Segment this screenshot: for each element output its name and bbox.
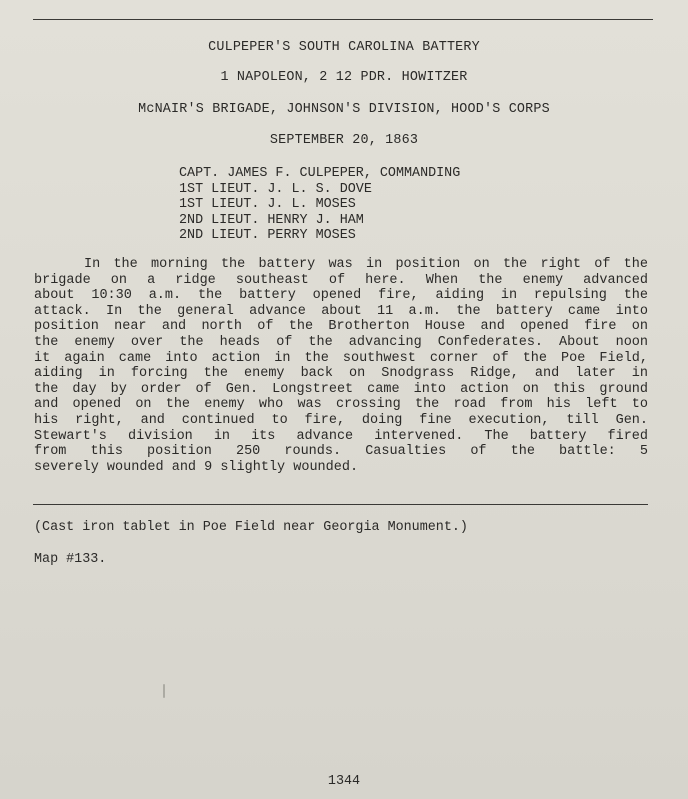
officers-list xyxy=(179,166,460,244)
narrative-line: it again came into action in the southwest corner of the Poe Field, xyxy=(34,350,648,366)
narrative-line: from this position 250 rounds. Casualties of the battle: 5 xyxy=(34,444,648,460)
narrative-line: severely wounded and 9 slightly wounded. xyxy=(34,459,359,475)
narrative-line: about 10:30 a.m. the battery opened fire, aiding in repulsing the xyxy=(34,288,648,304)
page-number: 1344 xyxy=(327,774,361,789)
narrative-line: position near and north of the Brotherton House and opened fire on xyxy=(34,319,648,335)
narrative-line: aiding in forcing the enemy back on Snodgrass Ridge, and later in xyxy=(34,366,648,382)
map-reference: Map #133. xyxy=(34,552,107,567)
narrative-line: In the morning the battery was in position on the right of the xyxy=(84,257,648,272)
narrative-line: brigade on a ridge southeast of here. When the enemy advanced xyxy=(34,272,648,288)
brigade-line: McNAIR'S BRIGADE, JOHNSON'S DIVISION, HOOD'S CORPS xyxy=(138,102,550,117)
narrative-line: and opened on the enemy who was crossing the road from his left to xyxy=(34,397,648,413)
officer-commander: CAPT. JAMES F. CULPEPER, COMMANDING xyxy=(179,166,461,181)
battery-guns: 1 NAPOLEON, 2 12 PDR. HOWITZER xyxy=(220,70,468,85)
officer-line: 2ND LIEUT. HENRY J. HAM xyxy=(179,212,364,228)
bottom-divider xyxy=(33,504,648,505)
top-divider xyxy=(33,19,653,20)
narrative-line: his right, and continued to fire, doing fine execution, till Gen. xyxy=(34,412,648,428)
battle-date: SEPTEMBER 20, 1863 xyxy=(269,133,419,148)
tablet-note: (Cast iron tablet in Poe Field near Georgia Monument.) xyxy=(34,520,468,535)
officer-line: 1ST LIEUT. J. L. MOSES xyxy=(179,197,356,212)
narrative-line: attack. In the general advance about 11 a.m. the battery came into xyxy=(34,303,648,319)
battery-title: CULPEPER'S SOUTH CAROLINA BATTERY xyxy=(208,40,480,55)
narrative-line: the enemy over the heads of the advancing Confederates. About noon xyxy=(34,334,648,350)
narrative-line: the day by order of Gen. Longstreet came into action on this ground xyxy=(34,381,648,397)
officer-line: 2ND LIEUT. PERRY MOSES xyxy=(179,228,356,243)
officer-line: 1ST LIEUT. J. L. S. DOVE xyxy=(179,181,372,197)
narrative-paragraph xyxy=(34,257,648,475)
paper-mark xyxy=(163,684,165,698)
narrative-line: Stewart's division in its advance intervened. The battery fired xyxy=(34,428,648,444)
